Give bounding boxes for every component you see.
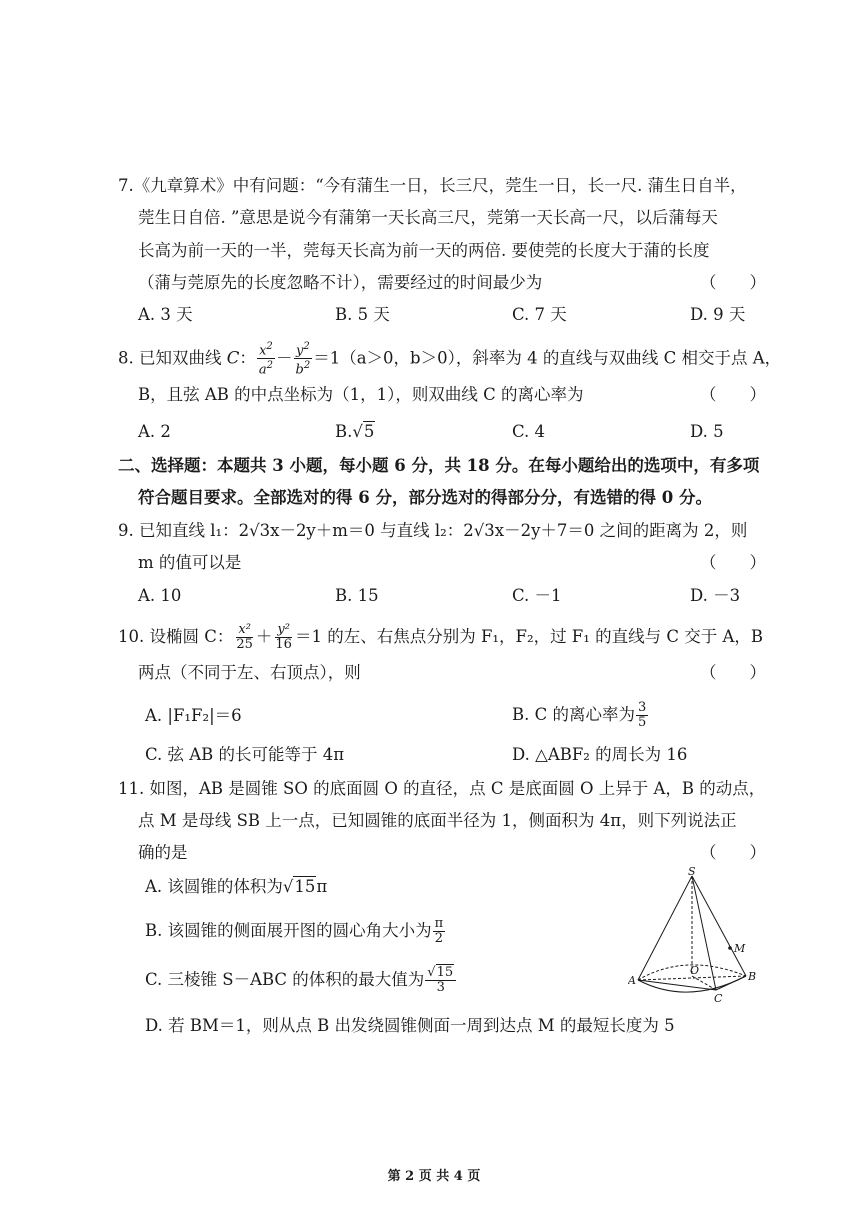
q11-line-1: 11. 如图，AB 是圆锥 SO 的底面圆 O 的直径，点 C 是底面圆 O 上异于 A，B 的动点， bbox=[118, 779, 766, 798]
q11-answer-paren: （ ） bbox=[700, 843, 766, 862]
label-m: M bbox=[734, 942, 746, 955]
q8-answer-paren: （ ） bbox=[700, 385, 766, 404]
label-b: B bbox=[748, 970, 757, 983]
q8-prefix: 8. 已知双曲线 bbox=[118, 348, 227, 368]
q10-fraction-x: $\frac{\text{x²}}{25}$ bbox=[236, 622, 253, 652]
q8-line-1 bbox=[118, 340, 781, 378]
q11-option-b-fraction: $\frac{\pi}{2}$ bbox=[434, 916, 444, 946]
q8-option-b: B.√5 bbox=[335, 422, 375, 441]
q9-line-2: m 的值可以是 bbox=[138, 553, 242, 572]
q8-condition: ＝1（a＞0，b＞0），斜率为 4 的直线与双曲线 C 相交于点 A， bbox=[313, 348, 782, 368]
q8-line-2: B，且弦 AB 的中点坐标为（1，1），则双曲线 C 的离心率为 bbox=[138, 385, 584, 404]
q9-option-a: A. 10 bbox=[138, 586, 182, 605]
q10-prefix: 10. 设椭圆 C： bbox=[118, 627, 234, 646]
segment-bc bbox=[716, 976, 746, 990]
q8-curve-name: C bbox=[226, 348, 240, 368]
q9-option-b: B. 15 bbox=[335, 586, 379, 605]
q8-option-b-radicand: 5 bbox=[363, 422, 375, 441]
q11-line-3: 确的是 bbox=[138, 843, 188, 862]
q7-answer-paren: （ ） bbox=[700, 273, 766, 292]
q11-line-2: 点 M 是母线 SB 上一点，已知圆锥的底面半径为 1，侧面积为 4π，则下列说法正 bbox=[138, 811, 737, 830]
q8-option-a: A. 2 bbox=[138, 422, 171, 441]
q7-line-1: 7.《九章算术》中有问题：“今有蒲生一日，长三尺，莞生一日，长一尺. 蒲生日自半， bbox=[118, 176, 747, 195]
q7-line-3: 长高为前一天的一半，莞每天长高为前一天的两倍. 要使莞的长度大于蒲的长度 bbox=[138, 241, 710, 260]
label-a: A bbox=[628, 974, 636, 987]
q7-line-2: 莞生日自倍. ”意思是说今有蒲第一天长高三尺，莞第一天长高一尺，以后蒲每天 bbox=[138, 208, 718, 227]
q8-option-d: D. 5 bbox=[690, 422, 724, 441]
q11-option-d: D. 若 BM＝1，则从点 B 出发绕圆锥侧面一周到达点 M 的最短长度为 5 bbox=[145, 1016, 675, 1035]
q10-line-2: 两点（不同于左、右顶点），则 bbox=[138, 663, 361, 682]
q7-line-4: （蒲与莞原先的长度忽略不计），需要经过的时间最少为 bbox=[138, 273, 543, 292]
q11-option-b: B. 该圆锥的侧面展开图的圆心角大小为 $\frac{\pi}{2}$ bbox=[145, 916, 444, 946]
q10-fraction-y: $\frac{\text{y²}}{16}$ bbox=[275, 622, 292, 652]
q10-option-d: D. △ABF₂ 的周长为 16 bbox=[512, 745, 688, 764]
q10-line-1 bbox=[118, 620, 763, 654]
q8-frac-x-den: $a^2$ bbox=[258, 360, 273, 378]
q11-option-a-radicand: 15 bbox=[294, 877, 316, 896]
q11-option-c-fraction: $\frac{√15}{3}$ bbox=[425, 966, 456, 995]
q8-frac-x-num: $x^2$ bbox=[259, 341, 273, 359]
q10-answer-paren: （ ） bbox=[700, 663, 766, 682]
q10-option-b-fraction: $\frac{3}{5}$ bbox=[638, 700, 647, 730]
section-2-heading-line-2: 符合题目要求。全部选对的得 6 分，部分选对的得部分分，有选错的得 0 分。 bbox=[138, 488, 712, 507]
q11-option-a: A. 该圆锥的体积为√15π bbox=[145, 877, 328, 896]
q8-fraction-x bbox=[257, 340, 275, 378]
q10-rest: ＝1 的左、右焦点分别为 F₁，F₂，过 F₁ 的直线与 C 交于 A，B bbox=[294, 627, 764, 646]
q8-option-c: C. 4 bbox=[512, 422, 546, 441]
label-c: C bbox=[714, 992, 723, 1005]
point-m-dot bbox=[728, 946, 732, 950]
q8-frac-y-num: $y^2$ bbox=[295, 341, 310, 359]
label-o: O bbox=[690, 964, 700, 977]
q8-colon: ： bbox=[239, 348, 256, 368]
q9-option-d: D. －3 bbox=[690, 586, 741, 605]
q10-option-c: C. 弦 AB 的长可能等于 4π bbox=[145, 745, 345, 764]
q9-answer-paren: （ ） bbox=[700, 553, 766, 572]
cone-figure bbox=[628, 866, 758, 1016]
q9-line-1: 9. 已知直线 l₁：2√3x－2y＋m＝0 与直线 l₂：2√3x－2y＋7＝0 之间的距离为 2，则 bbox=[118, 521, 748, 540]
section-2-heading-line-1: 二、选择题：本题共 3 小题，每小题 6 分，共 18 分。在每小题给出的选项中，有多项 bbox=[118, 456, 760, 475]
q7-option-b: B. 5 天 bbox=[335, 305, 390, 324]
q7-option-c: C. 7 天 bbox=[512, 305, 567, 324]
q9-option-c: C. －1 bbox=[512, 586, 562, 605]
q10-plus: ＋ bbox=[255, 627, 273, 646]
q10-option-b: B. C 的离心率为 $\frac{3}{5}$ bbox=[512, 700, 647, 730]
q8-fraction-y bbox=[294, 340, 313, 378]
q11-option-c: C. 三棱锥 S－ABC 的体积的最大值为 $\frac{√15}{3}$ bbox=[145, 963, 457, 997]
cone-generatrix-sb bbox=[692, 876, 746, 976]
q8-frac-y-den: $b^2$ bbox=[295, 360, 311, 378]
page-footer: 第 2 页 共 4 页 bbox=[387, 1169, 481, 1184]
q7-option-d: D. 9 天 bbox=[690, 305, 746, 324]
q7-option-a: A. 3 天 bbox=[138, 305, 193, 324]
q8-minus: － bbox=[276, 348, 293, 368]
q10-option-a: A. |F₁F₂|＝6 bbox=[145, 706, 242, 725]
cone-generatrix-sa bbox=[638, 876, 692, 980]
label-s: S bbox=[688, 866, 696, 878]
